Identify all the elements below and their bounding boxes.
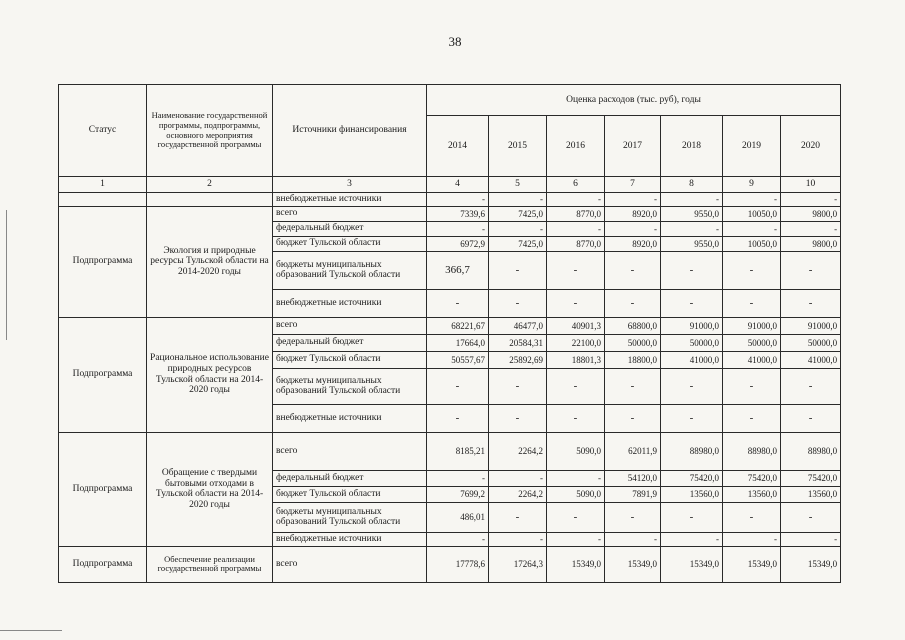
value-cell: - bbox=[547, 532, 605, 546]
value-cell: 50000,0 bbox=[723, 334, 781, 351]
value-cell: 5090,0 bbox=[547, 486, 605, 502]
value-cell: 15349,0 bbox=[547, 546, 605, 582]
value-cell: 54120,0 bbox=[605, 470, 661, 486]
value-cell: 9550,0 bbox=[661, 206, 723, 221]
table-row bbox=[59, 546, 841, 582]
value-cell: 41000,0 bbox=[781, 351, 841, 368]
value-cell: 75420,0 bbox=[781, 470, 841, 486]
subprogram-status: Подпрограмма bbox=[59, 432, 147, 546]
value-cell: 8770,0 bbox=[547, 206, 605, 221]
value-cell: 17264,3 bbox=[489, 546, 547, 582]
value-cell: 15349,0 bbox=[605, 546, 661, 582]
value-cell: - bbox=[605, 368, 661, 404]
source-cell: бюджет Тульской области bbox=[273, 236, 427, 251]
value-cell: 7425,0 bbox=[489, 206, 547, 221]
subprogram-name: Рациональное использование природных ресурсов Тульской области на 2014-2020 годы bbox=[147, 317, 273, 432]
value-cell: - bbox=[489, 221, 547, 236]
value-cell: 15349,0 bbox=[661, 546, 723, 582]
value-cell: - bbox=[661, 502, 723, 532]
value-cell: - bbox=[661, 532, 723, 546]
left-margin-mark bbox=[6, 210, 7, 340]
value-cell: - bbox=[489, 502, 547, 532]
value-cell: 9800,0 bbox=[781, 206, 841, 221]
value-cell: 41000,0 bbox=[723, 351, 781, 368]
year-header: 2019 bbox=[723, 116, 781, 177]
value-cell: - bbox=[781, 502, 841, 532]
value-cell: - bbox=[489, 193, 547, 207]
value-cell: - bbox=[723, 221, 781, 236]
value-cell: 8920,0 bbox=[605, 236, 661, 251]
bottom-left-mark bbox=[0, 630, 62, 631]
value-cell: - bbox=[605, 532, 661, 546]
value-cell: 15349,0 bbox=[723, 546, 781, 582]
column-number: 7 bbox=[605, 177, 661, 193]
column-number: 8 bbox=[661, 177, 723, 193]
status-cell bbox=[59, 193, 147, 207]
estimate-header: Оценка расходов (тыс. руб), годы bbox=[427, 85, 841, 116]
value-cell: 91000,0 bbox=[781, 317, 841, 334]
value-cell: 7339,6 bbox=[427, 206, 489, 221]
source-cell: бюджет Тульской области bbox=[273, 486, 427, 502]
value-cell: 91000,0 bbox=[661, 317, 723, 334]
column-number: 10 bbox=[781, 177, 841, 193]
source-cell: внебюджетные источники bbox=[273, 404, 427, 432]
value-cell: 25892,69 bbox=[489, 351, 547, 368]
column-number: 4 bbox=[427, 177, 489, 193]
value-cell: - bbox=[661, 404, 723, 432]
source-cell: бюджеты муниципальных образований Тульской области bbox=[273, 368, 427, 404]
value-cell: 366,7 bbox=[427, 251, 489, 289]
value-cell: - bbox=[661, 251, 723, 289]
column-numbers-row bbox=[59, 177, 841, 193]
value-cell: 7891,9 bbox=[605, 486, 661, 502]
value-cell: 6972,9 bbox=[427, 236, 489, 251]
value-cell: - bbox=[723, 502, 781, 532]
value-cell: - bbox=[781, 221, 841, 236]
value-cell: - bbox=[547, 368, 605, 404]
value-cell: - bbox=[605, 221, 661, 236]
value-cell: 46477,0 bbox=[489, 317, 547, 334]
value-cell: - bbox=[547, 470, 605, 486]
value-cell: - bbox=[781, 532, 841, 546]
value-cell: - bbox=[489, 289, 547, 317]
value-cell: 22100,0 bbox=[547, 334, 605, 351]
year-header: 2016 bbox=[547, 116, 605, 177]
column-number: 2 bbox=[147, 177, 273, 193]
value-cell: 50000,0 bbox=[605, 334, 661, 351]
value-cell: 2264,2 bbox=[489, 432, 547, 470]
value-cell: - bbox=[605, 251, 661, 289]
subprogram-name: Экология и природные ресурсы Тульской области на 2014-2020 годы bbox=[147, 206, 273, 317]
value-cell: 8920,0 bbox=[605, 206, 661, 221]
value-cell: 7425,0 bbox=[489, 236, 547, 251]
value-cell: - bbox=[781, 193, 841, 207]
value-cell: - bbox=[723, 532, 781, 546]
source-cell: внебюджетные источники bbox=[273, 289, 427, 317]
value-cell: 75420,0 bbox=[661, 470, 723, 486]
value-cell: 91000,0 bbox=[723, 317, 781, 334]
value-cell: 88980,0 bbox=[723, 432, 781, 470]
source-cell: всего bbox=[273, 432, 427, 470]
value-cell: - bbox=[661, 193, 723, 207]
value-cell: 13560,0 bbox=[723, 486, 781, 502]
value-cell: - bbox=[427, 193, 489, 207]
source-cell: всего bbox=[273, 317, 427, 334]
column-number: 9 bbox=[723, 177, 781, 193]
value-cell: - bbox=[661, 368, 723, 404]
source-cell: внебюджетные источники bbox=[273, 193, 427, 207]
source-cell: бюджеты муниципальных образований Тульской области bbox=[273, 251, 427, 289]
value-cell: 17664,0 bbox=[427, 334, 489, 351]
value-cell: - bbox=[547, 404, 605, 432]
value-cell: - bbox=[723, 251, 781, 289]
value-cell: - bbox=[605, 289, 661, 317]
source-cell: федеральный бюджет bbox=[273, 221, 427, 236]
value-cell: - bbox=[489, 251, 547, 289]
value-cell: 50000,0 bbox=[781, 334, 841, 351]
value-cell: 75420,0 bbox=[723, 470, 781, 486]
value-cell: 41000,0 bbox=[661, 351, 723, 368]
source-cell: всего bbox=[273, 206, 427, 221]
source-cell: внебюджетные источники bbox=[273, 532, 427, 546]
value-cell: - bbox=[661, 221, 723, 236]
value-cell: 17778,6 bbox=[427, 546, 489, 582]
value-cell: - bbox=[781, 368, 841, 404]
value-cell: - bbox=[489, 470, 547, 486]
value-cell: 68800,0 bbox=[605, 317, 661, 334]
value-cell: - bbox=[427, 470, 489, 486]
column-number: 3 bbox=[273, 177, 427, 193]
year-header: 2018 bbox=[661, 116, 723, 177]
source-cell: федеральный бюджет bbox=[273, 470, 427, 486]
value-cell: 20584,31 bbox=[489, 334, 547, 351]
page-number: 38 bbox=[448, 34, 462, 49]
source-cell: федеральный бюджет bbox=[273, 334, 427, 351]
value-cell: 18800,0 bbox=[605, 351, 661, 368]
budget-table bbox=[58, 84, 841, 583]
value-cell: - bbox=[723, 193, 781, 207]
source-cell: бюджеты муниципальных образований Тульской области bbox=[273, 502, 427, 532]
value-cell: - bbox=[605, 502, 661, 532]
value-cell: 8185,21 bbox=[427, 432, 489, 470]
value-cell: - bbox=[723, 289, 781, 317]
value-cell: - bbox=[723, 404, 781, 432]
value-cell: - bbox=[781, 289, 841, 317]
year-header: 2015 bbox=[489, 116, 547, 177]
column-number: 5 bbox=[489, 177, 547, 193]
value-cell: 8770,0 bbox=[547, 236, 605, 251]
value-cell: 68221,67 bbox=[427, 317, 489, 334]
header-row bbox=[59, 85, 841, 116]
source-cell: бюджет Тульской области bbox=[273, 351, 427, 368]
year-header: 2017 bbox=[605, 116, 661, 177]
column-number: 1 bbox=[59, 177, 147, 193]
value-cell: - bbox=[547, 289, 605, 317]
value-cell: 62011,9 bbox=[605, 432, 661, 470]
year-header: 2014 bbox=[427, 116, 489, 177]
subprogram-name: Обращение с твердыми бытовыми отходами в Тульской области на 2014-2020 годы bbox=[147, 432, 273, 546]
table-row bbox=[59, 432, 841, 470]
year-header: 2020 bbox=[781, 116, 841, 177]
table-row bbox=[59, 317, 841, 334]
value-cell: 50000,0 bbox=[661, 334, 723, 351]
value-cell: 50557,67 bbox=[427, 351, 489, 368]
subprogram-status: Подпрограмма bbox=[59, 546, 147, 582]
value-cell: - bbox=[661, 289, 723, 317]
value-cell: 486,01 bbox=[427, 502, 489, 532]
value-cell: - bbox=[489, 404, 547, 432]
value-cell: 10050,0 bbox=[723, 206, 781, 221]
subprogram-status: Подпрограмма bbox=[59, 206, 147, 317]
program-cell bbox=[147, 193, 273, 207]
value-cell: 13560,0 bbox=[661, 486, 723, 502]
table-row bbox=[59, 206, 841, 221]
value-cell: - bbox=[427, 404, 489, 432]
value-cell: 10050,0 bbox=[723, 236, 781, 251]
value-cell: - bbox=[427, 368, 489, 404]
value-cell: - bbox=[781, 404, 841, 432]
value-cell: 7699,2 bbox=[427, 486, 489, 502]
value-cell: - bbox=[547, 251, 605, 289]
value-cell: 18801,3 bbox=[547, 351, 605, 368]
value-cell: - bbox=[427, 289, 489, 317]
value-cell: 13560,0 bbox=[781, 486, 841, 502]
value-cell: - bbox=[781, 251, 841, 289]
value-cell: - bbox=[489, 532, 547, 546]
value-cell: 5090,0 bbox=[547, 432, 605, 470]
source-cell: всего bbox=[273, 546, 427, 582]
column-number: 6 bbox=[547, 177, 605, 193]
value-cell: - bbox=[723, 368, 781, 404]
value-cell: - bbox=[547, 502, 605, 532]
value-cell: - bbox=[605, 404, 661, 432]
value-cell: 2264,2 bbox=[489, 486, 547, 502]
value-cell: 88980,0 bbox=[661, 432, 723, 470]
program-name-header: Наименование государственной программы, подпрограммы, основного мероприятия государственной программы bbox=[147, 85, 273, 177]
value-cell: - bbox=[427, 532, 489, 546]
status-header: Статус bbox=[59, 85, 147, 177]
value-cell: 9550,0 bbox=[661, 236, 723, 251]
subprogram-name: Обеспечение реализации государственной программы bbox=[147, 546, 273, 582]
value-cell: 9800,0 bbox=[781, 236, 841, 251]
value-cell: - bbox=[489, 368, 547, 404]
value-cell: - bbox=[427, 221, 489, 236]
value-cell: - bbox=[547, 221, 605, 236]
value-cell: 40901,3 bbox=[547, 317, 605, 334]
value-cell: 15349,0 bbox=[781, 546, 841, 582]
subprogram-status: Подпрограмма bbox=[59, 317, 147, 432]
value-cell: - bbox=[547, 193, 605, 207]
table-row bbox=[59, 193, 841, 207]
value-cell: - bbox=[605, 193, 661, 207]
value-cell: 88980,0 bbox=[781, 432, 841, 470]
sources-header: Источники финансирования bbox=[273, 85, 427, 177]
